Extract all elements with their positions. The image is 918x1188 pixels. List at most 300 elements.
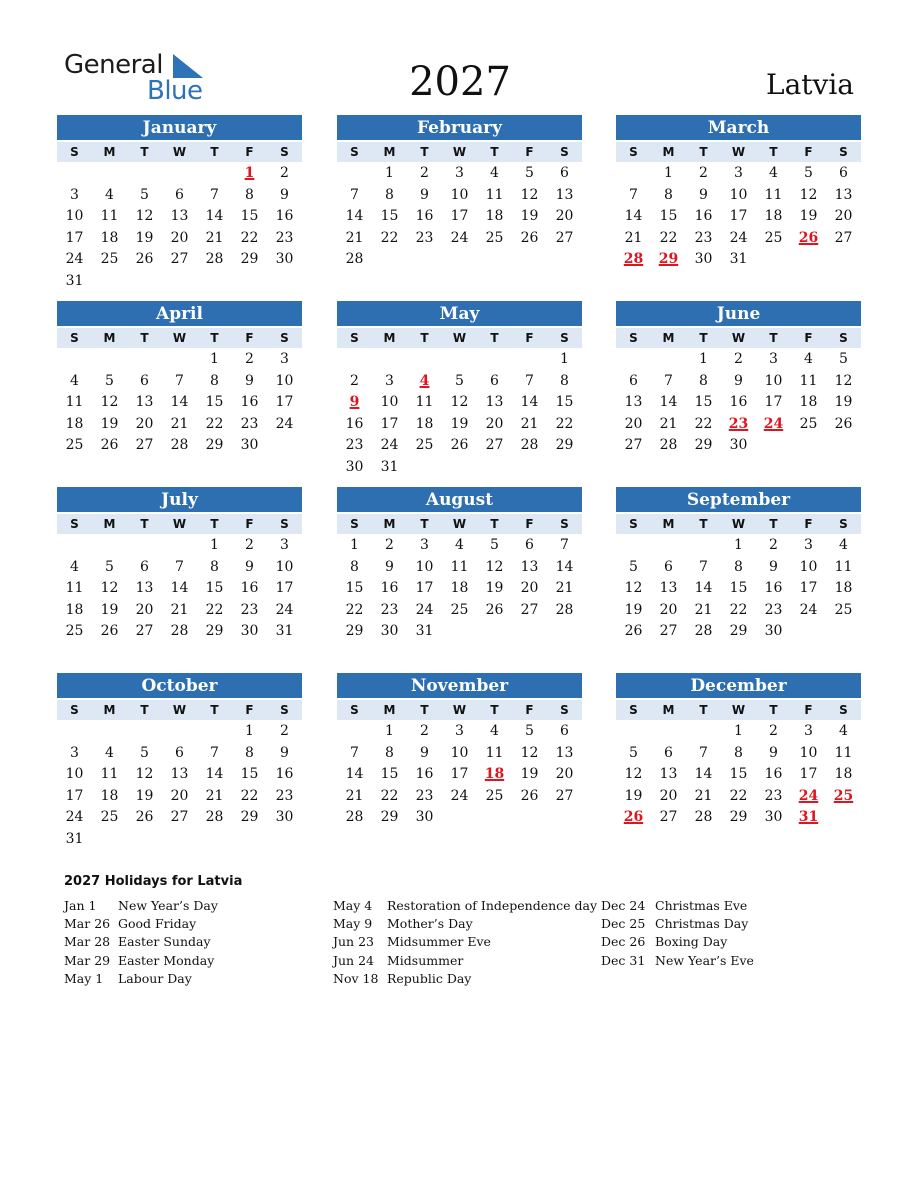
holiday-name: Christmas Day <box>655 916 749 932</box>
day-cell: 22 <box>205 415 224 432</box>
day-cell: 11 <box>834 744 853 761</box>
weekday-label: S <box>350 517 359 531</box>
day-cell: 4 <box>70 372 79 389</box>
holiday-day-cell: 24 <box>763 415 784 432</box>
holiday-name: Christmas Eve <box>655 898 748 913</box>
day-cell: 13 <box>170 208 189 225</box>
day-cell: 17 <box>275 580 294 597</box>
weekday-label: S <box>70 331 79 345</box>
empty-day-cell <box>512 620 547 642</box>
month-july <box>57 487 302 642</box>
logo-flag-icon <box>173 54 203 78</box>
holiday-name: Easter Monday <box>118 952 215 968</box>
weekday-label: T <box>140 145 149 159</box>
day-cell: 29 <box>729 623 748 640</box>
day-cell: 25 <box>764 229 783 246</box>
weekday-label: M <box>383 703 396 717</box>
day-cell: 20 <box>135 601 154 618</box>
weekday-label: T <box>490 145 499 159</box>
day-cell: 14 <box>520 394 539 411</box>
holiday-name: Labour Day <box>118 970 192 986</box>
day-cell: 5 <box>629 744 638 761</box>
holiday-date: Mar 26 <box>64 916 111 932</box>
weekday-label: S <box>350 145 359 159</box>
day-cell: 23 <box>764 787 783 804</box>
day-cell: 1 <box>734 537 743 553</box>
day-cell: 7 <box>699 558 708 575</box>
weekday-label: S <box>560 517 569 531</box>
holiday-item <box>601 952 754 970</box>
day-cell: 19 <box>100 601 119 618</box>
day-cell: 13 <box>135 394 154 411</box>
empty-day-cell <box>127 828 162 850</box>
empty-day-cell <box>477 806 512 828</box>
weekday-label: S <box>839 145 848 159</box>
day-cell: 6 <box>629 372 638 389</box>
day-cell: 22 <box>240 787 259 804</box>
day-cell: 23 <box>275 787 294 804</box>
week-row <box>337 205 582 227</box>
weekday-label: F <box>245 145 254 159</box>
empty-day-cell <box>791 620 826 642</box>
weekday-header <box>337 142 582 162</box>
day-cell: 21 <box>170 601 189 618</box>
empty-day-cell <box>92 828 127 850</box>
day-cell: 3 <box>769 351 778 367</box>
week-row <box>616 434 861 456</box>
day-cell: 22 <box>345 601 364 618</box>
holiday-date: Dec 26 <box>601 934 646 950</box>
week-row <box>616 370 861 392</box>
day-cell: 9 <box>420 186 429 203</box>
day-cell: 13 <box>834 186 853 203</box>
weekday-label: T <box>490 517 499 531</box>
day-cell: 15 <box>380 766 399 783</box>
day-cell: 3 <box>804 537 813 553</box>
day-cell: 6 <box>560 165 569 181</box>
holiday-date: Dec 31 <box>601 952 646 968</box>
day-cell: 14 <box>624 208 643 225</box>
empty-day-cell <box>756 248 791 270</box>
day-cell: 22 <box>729 787 748 804</box>
day-cell: 15 <box>205 394 224 411</box>
weekday-label: S <box>70 145 79 159</box>
weekday-label: W <box>731 703 746 717</box>
empty-day-cell <box>337 162 372 184</box>
empty-day-cell <box>372 248 407 270</box>
weekday-label: S <box>70 517 79 531</box>
weekday-header <box>337 328 582 348</box>
day-cell: 1 <box>734 723 743 739</box>
day-cell: 20 <box>520 580 539 597</box>
month-may <box>337 301 582 478</box>
weekday-label: S <box>350 331 359 345</box>
day-cell: 22 <box>659 229 678 246</box>
day-cell: 12 <box>834 372 853 389</box>
weekday-label: S <box>70 703 79 717</box>
empty-day-cell <box>197 270 232 292</box>
day-cell: 17 <box>799 580 818 597</box>
day-cell: 18 <box>485 208 504 225</box>
day-cell: 13 <box>170 766 189 783</box>
weekday-label: M <box>383 331 396 345</box>
day-cell: 28 <box>694 623 713 640</box>
empty-day-cell <box>92 534 127 556</box>
holiday-day-cell: 26 <box>798 229 819 246</box>
holiday-item <box>64 970 218 988</box>
empty-day-cell <box>442 348 477 370</box>
day-cell: 10 <box>65 208 84 225</box>
day-cell: 19 <box>624 601 643 618</box>
holiday-name: Midsummer <box>387 952 464 968</box>
day-cell: 11 <box>485 186 504 203</box>
week-row <box>57 370 302 392</box>
day-cell: 20 <box>555 208 574 225</box>
day-cell: 28 <box>520 437 539 454</box>
empty-day-cell <box>512 348 547 370</box>
day-cell: 11 <box>65 394 84 411</box>
day-cell: 12 <box>100 394 119 411</box>
empty-day-cell <box>372 348 407 370</box>
day-cell: 2 <box>769 537 778 553</box>
week-row <box>616 205 861 227</box>
week-row <box>616 620 861 642</box>
empty-day-cell <box>267 434 302 456</box>
day-cell: 24 <box>415 601 434 618</box>
day-cell: 5 <box>804 165 813 181</box>
empty-day-cell <box>92 720 127 742</box>
empty-day-cell <box>826 434 861 456</box>
weekday-label: S <box>280 703 289 717</box>
week-row <box>337 348 582 370</box>
week-row <box>57 205 302 227</box>
day-cell: 5 <box>525 723 534 739</box>
day-cell: 3 <box>804 723 813 739</box>
day-cell: 24 <box>275 415 294 432</box>
day-cell: 10 <box>450 186 469 203</box>
day-cell: 8 <box>560 372 569 389</box>
day-cell: 30 <box>240 623 259 640</box>
day-cell: 4 <box>105 744 114 761</box>
day-cell: 15 <box>380 208 399 225</box>
day-cell: 15 <box>555 394 574 411</box>
day-cell: 25 <box>485 229 504 246</box>
day-cell: 17 <box>729 208 748 225</box>
weekday-header <box>616 328 861 348</box>
day-cell: 6 <box>140 372 149 389</box>
day-cell: 9 <box>699 186 708 203</box>
day-cell: 21 <box>520 415 539 432</box>
day-cell: 24 <box>799 601 818 618</box>
weekday-label: W <box>452 703 467 717</box>
day-cell: 20 <box>834 208 853 225</box>
day-cell: 27 <box>659 623 678 640</box>
day-cell: 13 <box>555 186 574 203</box>
weekday-label: F <box>245 703 254 717</box>
day-cell: 9 <box>280 186 289 203</box>
day-cell: 10 <box>799 558 818 575</box>
holiday-name: New Year’s Eve <box>655 952 754 968</box>
empty-day-cell <box>616 534 651 556</box>
day-cell: 11 <box>415 394 434 411</box>
day-cell: 2 <box>245 351 254 367</box>
day-cell: 16 <box>240 394 259 411</box>
week-row <box>616 556 861 578</box>
empty-day-cell <box>127 270 162 292</box>
day-cell: 30 <box>729 437 748 454</box>
month-title: March <box>616 115 861 140</box>
day-cell: 2 <box>280 723 289 739</box>
weekday-label: T <box>210 331 219 345</box>
weekday-label: M <box>662 703 675 717</box>
day-cell: 20 <box>170 787 189 804</box>
empty-day-cell <box>477 456 512 478</box>
day-cell: 18 <box>100 229 119 246</box>
empty-day-cell <box>442 456 477 478</box>
weekday-label: T <box>769 331 778 345</box>
day-cell: 9 <box>245 558 254 575</box>
month-title: July <box>57 487 302 512</box>
holiday-name: Boxing Day <box>655 934 728 950</box>
weekday-label: F <box>804 703 813 717</box>
day-cell: 3 <box>455 723 464 739</box>
day-cell: 26 <box>520 787 539 804</box>
day-cell: 17 <box>799 766 818 783</box>
day-cell: 26 <box>485 601 504 618</box>
day-cell: 7 <box>699 744 708 761</box>
empty-day-cell <box>267 828 302 850</box>
empty-day-cell <box>407 456 442 478</box>
day-cell: 19 <box>100 415 119 432</box>
week-row <box>57 742 302 764</box>
week-row <box>337 227 582 249</box>
day-cell: 9 <box>280 744 289 761</box>
day-cell: 14 <box>694 766 713 783</box>
day-cell: 31 <box>65 830 84 847</box>
weekday-label: S <box>629 703 638 717</box>
day-cell: 21 <box>659 415 678 432</box>
logo-text-general: General <box>64 50 163 80</box>
day-cell: 4 <box>490 723 499 739</box>
day-cell: 9 <box>245 372 254 389</box>
empty-day-cell <box>162 348 197 370</box>
day-cell: 8 <box>210 558 219 575</box>
day-cell: 8 <box>699 372 708 389</box>
day-cell: 3 <box>70 186 79 203</box>
day-cell: 22 <box>205 601 224 618</box>
day-cell: 24 <box>450 229 469 246</box>
week-row <box>57 391 302 413</box>
weekday-label: W <box>452 145 467 159</box>
week-row <box>57 413 302 435</box>
empty-day-cell <box>407 248 442 270</box>
day-cell: 24 <box>65 809 84 826</box>
weekday-label: F <box>525 331 534 345</box>
weekday-label: S <box>280 331 289 345</box>
day-cell: 31 <box>729 251 748 268</box>
weekday-label: S <box>280 517 289 531</box>
day-cell: 2 <box>350 372 359 389</box>
day-cell: 16 <box>415 766 434 783</box>
weekday-label: S <box>560 145 569 159</box>
day-cell: 29 <box>694 437 713 454</box>
day-cell: 14 <box>170 394 189 411</box>
weekday-header <box>57 328 302 348</box>
day-cell: 11 <box>799 372 818 389</box>
day-cell: 3 <box>280 351 289 367</box>
day-cell: 16 <box>764 766 783 783</box>
day-cell: 28 <box>170 623 189 640</box>
month-title: August <box>337 487 582 512</box>
holiday-name: Good Friday <box>118 916 197 932</box>
day-cell: 25 <box>65 437 84 454</box>
weekday-label: T <box>140 517 149 531</box>
day-cell: 4 <box>804 351 813 367</box>
day-cell: 12 <box>799 186 818 203</box>
day-cell: 26 <box>520 229 539 246</box>
week-row <box>337 785 582 807</box>
day-cell: 1 <box>350 537 359 553</box>
day-cell: 14 <box>345 766 364 783</box>
day-cell: 30 <box>764 809 783 826</box>
empty-day-cell <box>57 534 92 556</box>
day-cell: 1 <box>385 165 394 181</box>
day-cell: 8 <box>245 186 254 203</box>
day-cell: 23 <box>380 601 399 618</box>
day-cell: 17 <box>65 229 84 246</box>
day-cell: 23 <box>240 601 259 618</box>
empty-day-cell <box>616 162 651 184</box>
weekday-label: T <box>420 703 429 717</box>
day-cell: 3 <box>455 165 464 181</box>
day-cell: 9 <box>385 558 394 575</box>
day-cell: 16 <box>380 580 399 597</box>
empty-day-cell <box>162 270 197 292</box>
day-cell: 11 <box>65 580 84 597</box>
week-row <box>337 184 582 206</box>
month-title: May <box>337 301 582 326</box>
week-row <box>337 720 582 742</box>
week-row <box>337 620 582 642</box>
weekday-label: M <box>103 703 116 717</box>
day-cell: 15 <box>729 580 748 597</box>
holiday-date: Jun 23 <box>333 934 374 950</box>
day-cell: 18 <box>450 580 469 597</box>
empty-day-cell <box>547 248 582 270</box>
holiday-column <box>601 897 754 970</box>
weekday-label: S <box>560 331 569 345</box>
day-cell: 2 <box>245 537 254 553</box>
month-february <box>337 115 582 270</box>
day-cell: 8 <box>350 558 359 575</box>
weekday-header <box>57 142 302 162</box>
week-row <box>337 742 582 764</box>
empty-day-cell <box>337 348 372 370</box>
day-cell: 21 <box>624 229 643 246</box>
week-row <box>57 227 302 249</box>
holiday-item <box>64 933 218 951</box>
day-cell: 9 <box>734 372 743 389</box>
empty-day-cell <box>92 162 127 184</box>
day-cell: 28 <box>345 809 364 826</box>
week-row <box>57 270 302 292</box>
day-cell: 5 <box>839 351 848 367</box>
empty-day-cell <box>57 720 92 742</box>
day-cell: 1 <box>210 537 219 553</box>
weekday-label: W <box>172 331 187 345</box>
day-cell: 15 <box>659 208 678 225</box>
day-cell: 19 <box>485 580 504 597</box>
day-cell: 14 <box>170 580 189 597</box>
holiday-day-cell: 9 <box>349 394 360 411</box>
day-cell: 5 <box>140 744 149 761</box>
day-cell: 24 <box>380 437 399 454</box>
week-row <box>57 434 302 456</box>
day-cell: 13 <box>555 744 574 761</box>
day-cell: 22 <box>380 787 399 804</box>
month-title: February <box>337 115 582 140</box>
day-cell: 11 <box>764 186 783 203</box>
day-cell: 2 <box>769 723 778 739</box>
weekday-label: F <box>245 331 254 345</box>
empty-day-cell <box>826 806 861 828</box>
day-cell: 24 <box>65 251 84 268</box>
weekday-label: S <box>839 703 848 717</box>
day-cell: 26 <box>100 437 119 454</box>
day-cell: 22 <box>555 415 574 432</box>
day-cell: 26 <box>624 623 643 640</box>
week-row <box>616 720 861 742</box>
day-cell: 18 <box>415 415 434 432</box>
empty-day-cell <box>826 620 861 642</box>
weekday-label: W <box>731 517 746 531</box>
empty-day-cell <box>477 348 512 370</box>
day-cell: 12 <box>135 766 154 783</box>
day-cell: 5 <box>455 372 464 389</box>
day-cell: 28 <box>205 809 224 826</box>
holiday-item <box>333 952 597 970</box>
holiday-name: Easter Sunday <box>118 934 211 950</box>
weekday-label: W <box>731 331 746 345</box>
day-cell: 17 <box>65 787 84 804</box>
empty-day-cell <box>616 348 651 370</box>
weekday-label: M <box>103 517 116 531</box>
day-cell: 27 <box>520 601 539 618</box>
day-cell: 6 <box>664 558 673 575</box>
weekday-label: S <box>839 331 848 345</box>
day-cell: 30 <box>380 623 399 640</box>
day-cell: 5 <box>490 537 499 553</box>
holiday-item <box>333 970 597 988</box>
day-cell: 3 <box>385 372 394 389</box>
week-row <box>337 556 582 578</box>
day-cell: 9 <box>769 558 778 575</box>
day-cell: 9 <box>769 744 778 761</box>
weekday-label: W <box>452 331 467 345</box>
empty-day-cell <box>162 720 197 742</box>
day-cell: 19 <box>450 415 469 432</box>
holiday-item <box>64 952 218 970</box>
holiday-item <box>64 915 218 933</box>
day-cell: 6 <box>490 372 499 389</box>
holiday-day-cell: 26 <box>623 809 644 826</box>
week-row <box>616 534 861 556</box>
weekday-label: T <box>769 703 778 717</box>
weekday-label: M <box>103 331 116 345</box>
brand-logo <box>64 50 214 110</box>
day-cell: 22 <box>729 601 748 618</box>
weekday-label: T <box>210 517 219 531</box>
